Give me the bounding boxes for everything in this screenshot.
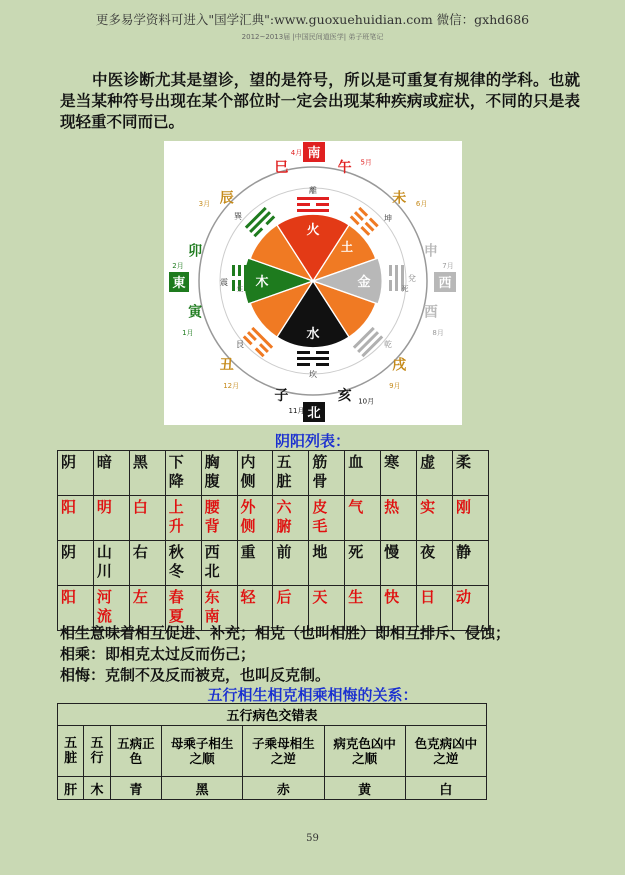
- branch-month-label: 1月: [182, 328, 194, 337]
- wuxing-header-cell: 五行: [84, 726, 110, 777]
- branch-label: 巳: [274, 160, 289, 177]
- table-cell: 慢: [381, 541, 417, 586]
- note-xiangcheng: 相乘：即相克太过反而伤己；: [60, 645, 256, 663]
- table-cell: 胸腹: [201, 451, 237, 496]
- wuxing-data-cell: 赤: [243, 777, 324, 800]
- wuxing-data-cell: 黑: [162, 777, 243, 800]
- yinyang-title: 阴阳列表：: [274, 432, 350, 450]
- wuxing-table-caption: 五行病色交错表: [58, 704, 487, 726]
- table-cell: 地: [309, 541, 345, 586]
- table-cell: 明: [93, 496, 129, 541]
- wuxing-data-row: [58, 777, 487, 800]
- wuxing-header-cell: 色克病凶中之逆: [405, 726, 486, 777]
- header-site-line: 更多易学资料可进入"国学汇典":www.guoxuehuidian.com 微信：gxhd686: [95, 12, 530, 27]
- table-cell: 西北: [201, 541, 237, 586]
- table-cell: 暗: [93, 451, 129, 496]
- table-cell: 刚: [452, 496, 488, 541]
- table-cell: 腰背: [201, 496, 237, 541]
- branch-month-label: 10月: [358, 397, 375, 406]
- branch-label: 子: [274, 387, 289, 404]
- table-cell: 山川: [93, 541, 129, 586]
- table-cell: 筋骨: [309, 451, 345, 496]
- branch-month-label: 2月: [172, 262, 184, 271]
- table-cell: 轻: [237, 586, 273, 631]
- element-wood: 木: [255, 275, 269, 290]
- branch-label: 未: [392, 190, 407, 207]
- branch-label: 辰: [219, 190, 234, 207]
- table-cell: 白: [129, 496, 165, 541]
- table-cell: 气: [345, 496, 381, 541]
- element-water: 水: [306, 327, 320, 342]
- branch-label: 酉: [423, 304, 438, 321]
- table-cell: 夜: [417, 541, 453, 586]
- wuxing-header-row: [58, 726, 487, 777]
- table-cell: 东南: [201, 586, 237, 631]
- direction-north: 北: [307, 406, 321, 421]
- table-cell: 阳: [58, 496, 94, 541]
- branch-label: 亥: [337, 387, 352, 404]
- branch-month-label: 11月: [288, 407, 305, 416]
- branch-label: 申: [423, 243, 438, 260]
- table-cell: 静: [452, 541, 488, 586]
- wuxing-header-cell: 五脏: [58, 726, 84, 777]
- table-row: [58, 496, 489, 541]
- table-cell: 死: [345, 541, 381, 586]
- table-cell: 后: [273, 586, 309, 631]
- wuxing-header-cell: 病克色凶中之顺: [324, 726, 405, 777]
- wuxing-data-cell: 黄: [324, 777, 405, 800]
- wuxing-title: 五行相生相克相乘相悔的关系：: [207, 686, 418, 704]
- table-cell: 阴: [58, 451, 94, 496]
- branch-label: 卯: [188, 243, 203, 260]
- branch-month-label: 4月: [290, 148, 303, 157]
- table-cell: 上升: [165, 496, 201, 541]
- table-cell: 虚: [417, 451, 453, 496]
- branch-label: 寅: [188, 304, 203, 321]
- branch-month-label: 8月: [432, 328, 444, 337]
- branch-month-label: 7月: [442, 262, 454, 271]
- table-cell: 右: [129, 541, 165, 586]
- table-cell: 秋冬: [165, 541, 201, 586]
- wuxing-data-cell: 青: [110, 777, 161, 800]
- branch-label: 戌: [392, 357, 407, 374]
- table-cell: 春夏: [165, 586, 201, 631]
- direction-west: 西: [438, 276, 452, 291]
- five-elements-svg: [164, 141, 462, 425]
- yinyang-table: [57, 450, 489, 631]
- table-cell: 河流: [93, 586, 129, 631]
- five-elements-diagram: [164, 141, 462, 425]
- trigram-qian-bars: [353, 327, 383, 357]
- note-xianghui: 相悔：克制不及反而被克，也叫反克制。: [60, 666, 331, 684]
- trigram-kan-label: 坎: [309, 370, 317, 379]
- table-cell: 实: [417, 496, 453, 541]
- header-subtitle: 2012~2013届 |中国民间道医学| 弟子班笔记: [241, 33, 384, 41]
- table-cell: 血: [345, 451, 381, 496]
- trigram-li-bars: [297, 197, 329, 212]
- table-row: [58, 541, 489, 586]
- table-cell: 日: [417, 586, 453, 631]
- table-cell: 六腑: [273, 496, 309, 541]
- intro-paragraph: 中医诊断尤其是望诊，望的是符号，所以是可重复有规律的学科。也就是当某种符号出现在某个部位时一定会出现某种疾病或症状，不同的只是表现轻重不同而已。: [60, 71, 580, 131]
- direction-east: 東: [172, 276, 186, 291]
- element-earth: 土: [340, 240, 354, 254]
- table-cell: 左: [129, 586, 165, 631]
- branch-month-label: 6月: [415, 199, 428, 208]
- table-cell: 生: [345, 586, 381, 631]
- table-cell: 前: [273, 541, 309, 586]
- trigram-kan-bars: [297, 351, 329, 366]
- wuxing-data-cell: 木: [84, 777, 110, 800]
- state-right: 死: [401, 285, 409, 293]
- trigram-gen-bars: [243, 327, 273, 357]
- branch-month-label: 12月: [223, 381, 240, 390]
- table-cell: 下降: [165, 451, 201, 496]
- element-metal: 金: [357, 275, 371, 290]
- branch-label: 午: [337, 160, 352, 177]
- table-cell: 热: [381, 496, 417, 541]
- table-cell: 阳: [58, 586, 94, 631]
- branch-month-label: 9月: [389, 381, 401, 390]
- table-cell: 动: [452, 586, 488, 631]
- table-row: [58, 451, 489, 496]
- branch-month-label: 5月: [360, 158, 372, 167]
- table-cell: 五脏: [273, 451, 309, 496]
- trigram-zhen-label: 震: [220, 278, 228, 287]
- trigram-xun-label: 巽: [234, 212, 242, 221]
- trigram-qian-label: 乾: [384, 340, 392, 349]
- note-xiangsheng: 相生意味着相互促进、补充；相克（也叫相胜）即相互排斥、侵蚀；: [60, 624, 511, 642]
- table-cell: 柔: [452, 451, 488, 496]
- trigram-li-label: 離: [309, 186, 317, 195]
- branch-label: 丑: [219, 357, 234, 374]
- table-cell: 快: [381, 586, 417, 631]
- wuxing-header-cell: 子乘母相生之逆: [243, 726, 324, 777]
- trigram-dui-label: 兌: [408, 274, 416, 283]
- element-fire: 火: [306, 223, 320, 238]
- direction-south: 南: [307, 146, 321, 161]
- table-cell: 黑: [129, 451, 165, 496]
- table-cell: 天: [309, 586, 345, 631]
- wuxing-data-cell: 肝: [58, 777, 84, 800]
- page-number: 59: [306, 833, 319, 844]
- wuxing-header-cell: 五病正色: [110, 726, 161, 777]
- table-cell: 阴: [58, 541, 94, 586]
- wuxing-data-cell: 白: [405, 777, 486, 800]
- state-left: 生: [236, 285, 244, 293]
- trigram-gen-label: 艮: [236, 340, 244, 349]
- table-cell: 内侧: [237, 451, 273, 496]
- trigram-kun-label: 坤: [384, 214, 392, 223]
- branch-month-label: 3月: [198, 199, 211, 208]
- table-cell: 皮毛: [309, 496, 345, 541]
- table-cell: 外侧: [237, 496, 273, 541]
- table-cell: 寒: [381, 451, 417, 496]
- table-cell: 重: [237, 541, 273, 586]
- wuxing-color-table: [57, 703, 487, 800]
- wuxing-header-cell: 母乘子相生之顺: [162, 726, 243, 777]
